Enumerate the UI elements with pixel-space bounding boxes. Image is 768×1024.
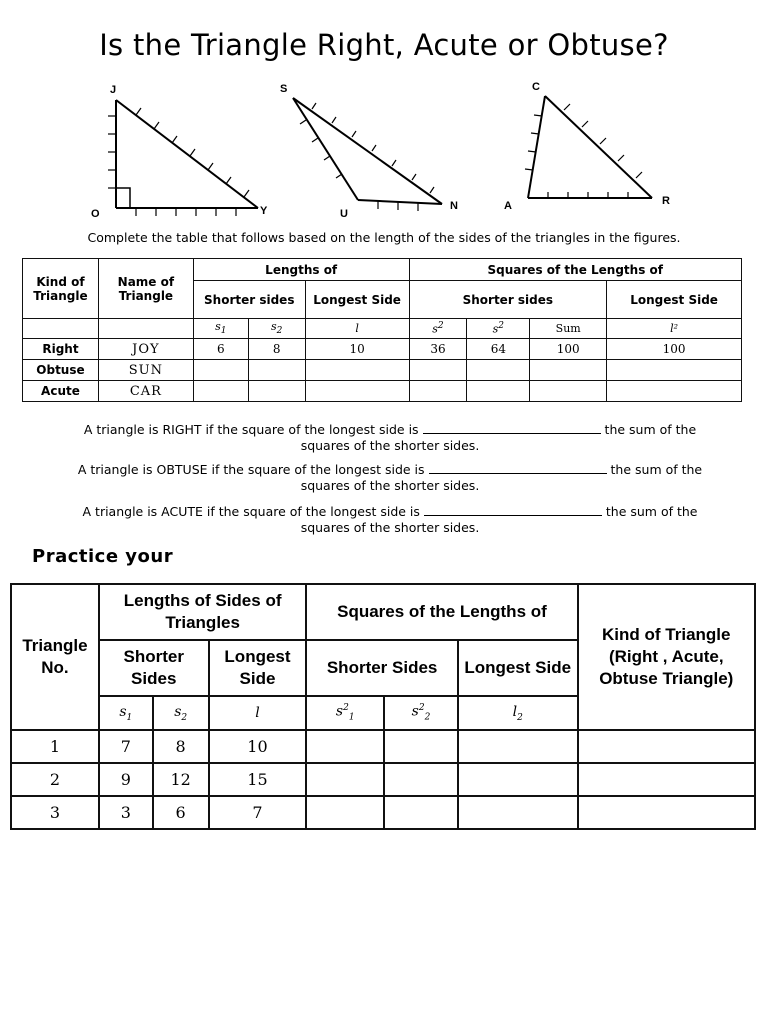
row-s1[interactable] [193,360,248,381]
symbol-sum: Sum [530,319,607,339]
sentence-text: squares of the shorter sides. [300,478,480,493]
symbol-l2: $l_2$ [458,696,578,730]
row-l-squared[interactable] [458,796,578,829]
row-kind[interactable] [578,763,755,796]
header-lengths-of: Lengths of [193,259,409,281]
row-s2: 8 [248,339,305,360]
practice-heading: Practice your [32,546,174,567]
table-row [23,339,742,360]
symbol-s1-squared: $s^2$ [409,319,467,339]
row-l-squared[interactable] [607,381,742,402]
symbol-l: l [305,319,409,339]
row-l-squared[interactable] [458,763,578,796]
row-l: 15 [209,763,307,796]
vertex-label-a: A [504,200,512,212]
header-triangle-no: Triangle No. [11,584,99,730]
row-no: 2 [11,763,99,796]
header-name-of-triangle: Name of Triangle [98,259,193,319]
vertex-label-r: R [662,195,670,207]
header-sq-longest-side: Longest Side [458,640,578,696]
vertex-label-o: O [91,208,100,220]
row-s1-squared[interactable] [306,796,384,829]
row-s2-squared[interactable] [467,381,530,402]
header-kind-of-triangle: Kind of Triangle (Right , Acute, Obtuse Triangle) [578,584,755,730]
symbol-s2: $s_2$ [153,696,209,730]
sentence-text: the sum of the [605,504,698,519]
vertex-label-n: N [450,200,458,212]
row-l-squared: 100 [607,339,742,360]
header-squares-of-lengths: Squares of the Lengths of [409,259,741,281]
vertex-label-u: U [340,208,348,220]
table-row [11,796,755,829]
row-s2-squared[interactable] [384,796,458,829]
sentence-right [40,421,740,454]
symbol-s2: $s_2$ [248,319,305,339]
triangle-car [525,96,652,198]
header-kind-of-triangle: Kind of Triangle [23,259,99,319]
row-s2: 8 [153,730,209,763]
triangle-table [22,258,742,402]
row-s1-squared[interactable] [409,360,467,381]
sentence-text: A triangle is OBTUSE if the square of the longest side is [77,462,425,477]
empty-cell [98,319,193,339]
symbol-s1-squared: $s^2_1$ [306,696,384,730]
vertex-label-s: S [280,83,288,95]
row-s1-squared[interactable] [409,381,467,402]
practice-table [10,583,756,830]
row-l: 10 [209,730,307,763]
header-shorter-sides: Shorter Sides [99,640,209,696]
triangle-sun [293,98,442,211]
row-s2[interactable] [248,360,305,381]
row-l[interactable] [305,360,409,381]
row-l-squared[interactable] [458,730,578,763]
symbol-s2-squared: $s^2$ [467,319,530,339]
header-lengths-of-sides: Lengths of Sides of Triangles [99,584,307,640]
header-sq-longest-side: Longest Side [607,281,742,319]
table-row [11,730,755,763]
table-row [23,381,742,402]
vertex-label-y: Y [260,205,268,217]
row-s2-squared: 64 [467,339,530,360]
triangle-joy [108,100,258,216]
row-sum: 100 [530,339,607,360]
row-name: CAR [98,381,193,402]
header-longest-side: Longest Side [209,640,307,696]
row-name: JOY [98,339,193,360]
row-kind: Right [23,339,99,360]
row-l: 7 [209,796,307,829]
header-squares-of-lengths: Squares of the Lengths of [306,584,577,640]
table-row [23,360,742,381]
row-l-squared[interactable] [607,360,742,381]
row-s2-squared[interactable] [384,730,458,763]
row-kind[interactable] [578,796,755,829]
vertex-label-c: C [532,81,540,93]
header-sq-shorter-sides: Shorter sides [409,281,607,319]
empty-cell [23,319,99,339]
row-s2-squared[interactable] [467,360,530,381]
row-s1-squared[interactable] [306,763,384,796]
row-s2-squared[interactable] [384,763,458,796]
sentence-text: A triangle is RIGHT if the square of the longest side is [83,422,419,437]
row-no: 1 [11,730,99,763]
row-s1[interactable] [193,381,248,402]
row-sum[interactable] [530,381,607,402]
instruction-text: Complete the table that follows based on the length of the sides of the triangles in the figures. [87,230,681,245]
sentence-text: squares of the shorter sides. [300,520,480,535]
sentence-text: A triangle is ACUTE if the square of the longest side is [82,504,420,519]
row-kind: Acute [23,381,99,402]
row-kind: Obtuse [23,360,99,381]
row-sum[interactable] [530,360,607,381]
sentence-obtuse [40,461,740,494]
header-longest-side: Longest Side [305,281,409,319]
answer-blank-obtuse[interactable] [429,461,607,474]
table-row [11,763,755,796]
row-s2: 12 [153,763,209,796]
row-s1-squared[interactable] [306,730,384,763]
answer-blank-acute[interactable] [424,503,602,516]
answer-blank-right[interactable] [423,421,601,434]
triangle-figures-svg [80,76,700,221]
header-shorter-sides: Shorter sides [193,281,305,319]
row-l[interactable] [305,381,409,402]
row-s2: 6 [153,796,209,829]
symbol-s2-squared: $s^2_2$ [384,696,458,730]
triangle-figures [80,76,700,221]
row-s1: 7 [99,730,153,763]
sentence-text: the sum of the [610,462,703,477]
symbol-l: l [209,696,307,730]
row-s2[interactable] [248,381,305,402]
row-l: 10 [305,339,409,360]
vertex-label-j: J [110,84,117,96]
symbol-l-squared: l² [607,319,742,339]
row-kind[interactable] [578,730,755,763]
sentence-acute [40,503,740,536]
symbol-s1: $s_1$ [99,696,153,730]
row-s1-squared: 36 [409,339,467,360]
row-s1: 9 [99,763,153,796]
row-s1: 3 [99,796,153,829]
row-no: 3 [11,796,99,829]
row-s1: 6 [193,339,248,360]
sentence-text: the sum of the [604,422,697,437]
sentence-text: squares of the shorter sides. [300,438,480,453]
header-sq-shorter-sides: Shorter Sides [306,640,457,696]
row-name: SUN [98,360,193,381]
page-title: Is the Triangle Right, Acute or Obtuse? [99,28,669,62]
symbol-s1: $s_1$ [193,319,248,339]
